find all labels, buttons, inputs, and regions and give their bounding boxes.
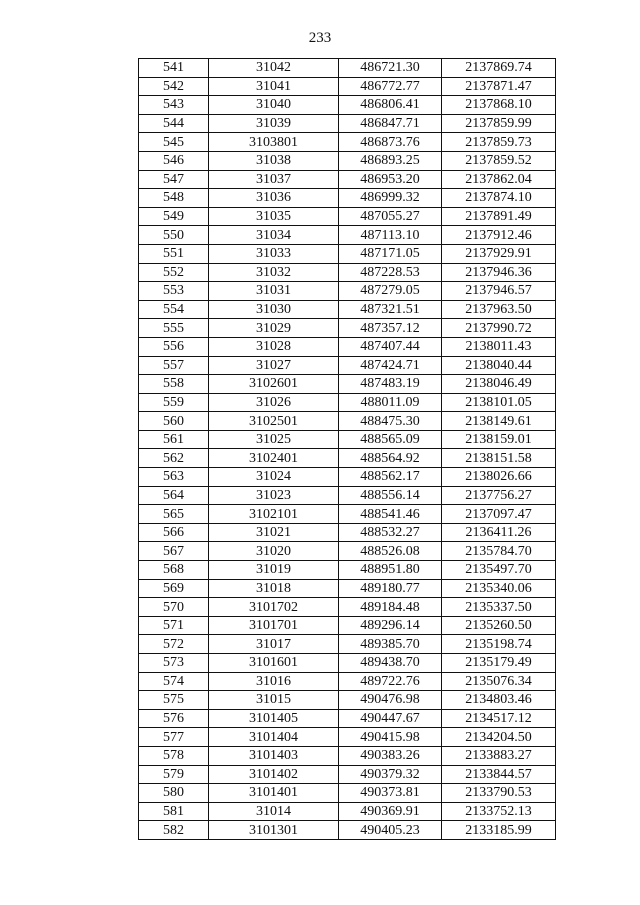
point-id-cell: 3103801: [209, 133, 339, 152]
point-id-cell: 31032: [209, 263, 339, 282]
table-row: [139, 114, 556, 133]
row-number-cell: 557: [139, 356, 209, 375]
x-coordinate-cell: 490447.67: [339, 709, 442, 728]
point-id-cell: 31026: [209, 393, 339, 412]
y-coordinate-cell: 2137946.36: [442, 263, 556, 282]
row-number-cell: 562: [139, 449, 209, 468]
x-coordinate-cell: 488011.09: [339, 393, 442, 412]
row-number-cell: 555: [139, 319, 209, 338]
y-coordinate-cell: 2135179.49: [442, 654, 556, 673]
x-coordinate-cell: 488556.14: [339, 486, 442, 505]
row-number-cell: 570: [139, 598, 209, 617]
table-row: [139, 691, 556, 710]
y-coordinate-cell: 2134204.50: [442, 728, 556, 747]
row-number-cell: 565: [139, 505, 209, 524]
row-number-cell: 541: [139, 59, 209, 78]
x-coordinate-cell: 488475.30: [339, 412, 442, 431]
table-row: [139, 728, 556, 747]
x-coordinate-cell: 489180.77: [339, 579, 442, 598]
x-coordinate-cell: 489722.76: [339, 672, 442, 691]
x-coordinate-cell: 486873.76: [339, 133, 442, 152]
x-coordinate-cell: 489184.48: [339, 598, 442, 617]
point-id-cell: 3101401: [209, 784, 339, 803]
point-id-cell: 31042: [209, 59, 339, 78]
y-coordinate-cell: 2138149.61: [442, 412, 556, 431]
table-row: [139, 505, 556, 524]
row-number-cell: 575: [139, 691, 209, 710]
row-number-cell: 560: [139, 412, 209, 431]
y-coordinate-cell: 2135497.70: [442, 561, 556, 580]
x-coordinate-cell: 486847.71: [339, 114, 442, 133]
point-id-cell: 31021: [209, 523, 339, 542]
y-coordinate-cell: 2135198.74: [442, 635, 556, 654]
table-row: [139, 356, 556, 375]
y-coordinate-cell: 2138159.01: [442, 430, 556, 449]
point-id-cell: 31017: [209, 635, 339, 654]
x-coordinate-cell: 490369.91: [339, 802, 442, 821]
x-coordinate-cell: 487279.05: [339, 282, 442, 301]
table-row: [139, 375, 556, 394]
y-coordinate-cell: 2137862.04: [442, 170, 556, 189]
x-coordinate-cell: 486721.30: [339, 59, 442, 78]
table-row: [139, 96, 556, 115]
table-row: [139, 244, 556, 263]
y-coordinate-cell: 2137859.99: [442, 114, 556, 133]
row-number-cell: 576: [139, 709, 209, 728]
point-id-cell: 31023: [209, 486, 339, 505]
y-coordinate-cell: 2137891.49: [442, 207, 556, 226]
point-id-cell: 3101701: [209, 616, 339, 635]
point-id-cell: 31035: [209, 207, 339, 226]
x-coordinate-cell: 489296.14: [339, 616, 442, 635]
point-id-cell: 31034: [209, 226, 339, 245]
y-coordinate-cell: 2134517.12: [442, 709, 556, 728]
y-coordinate-cell: 2135260.50: [442, 616, 556, 635]
point-id-cell: 31014: [209, 802, 339, 821]
table-row: [139, 635, 556, 654]
table-row: [139, 337, 556, 356]
point-id-cell: 31038: [209, 151, 339, 170]
table-row: [139, 282, 556, 301]
point-id-cell: 31031: [209, 282, 339, 301]
row-number-cell: 549: [139, 207, 209, 226]
y-coordinate-cell: 2137097.47: [442, 505, 556, 524]
table-row: [139, 765, 556, 784]
point-id-cell: 3101702: [209, 598, 339, 617]
table-row: [139, 226, 556, 245]
y-coordinate-cell: 2137929.91: [442, 244, 556, 263]
table-row: [139, 319, 556, 338]
x-coordinate-cell: 487171.05: [339, 244, 442, 263]
point-id-cell: 31025: [209, 430, 339, 449]
row-number-cell: 580: [139, 784, 209, 803]
table-row: [139, 579, 556, 598]
y-coordinate-cell: 2137859.73: [442, 133, 556, 152]
table-row: [139, 523, 556, 542]
x-coordinate-cell: 490405.23: [339, 821, 442, 840]
point-id-cell: 31041: [209, 77, 339, 96]
page-number: 233: [308, 30, 332, 46]
row-number-cell: 566: [139, 523, 209, 542]
y-coordinate-cell: 2133844.57: [442, 765, 556, 784]
table-row: [139, 654, 556, 673]
point-id-cell: 31015: [209, 691, 339, 710]
x-coordinate-cell: 487055.27: [339, 207, 442, 226]
table-row: [139, 207, 556, 226]
y-coordinate-cell: 2138026.66: [442, 468, 556, 487]
point-id-cell: 31016: [209, 672, 339, 691]
point-id-cell: 31040: [209, 96, 339, 115]
x-coordinate-cell: 490373.81: [339, 784, 442, 803]
point-id-cell: 3102501: [209, 412, 339, 431]
row-number-cell: 579: [139, 765, 209, 784]
row-number-cell: 581: [139, 802, 209, 821]
point-id-cell: 31039: [209, 114, 339, 133]
point-id-cell: 31027: [209, 356, 339, 375]
x-coordinate-cell: 488564.92: [339, 449, 442, 468]
x-coordinate-cell: 487113.10: [339, 226, 442, 245]
table-row: [139, 412, 556, 431]
row-number-cell: 542: [139, 77, 209, 96]
point-id-cell: 3101405: [209, 709, 339, 728]
row-number-cell: 568: [139, 561, 209, 580]
y-coordinate-cell: 2137963.50: [442, 300, 556, 319]
row-number-cell: 554: [139, 300, 209, 319]
x-coordinate-cell: 486999.32: [339, 189, 442, 208]
y-coordinate-cell: 2138151.58: [442, 449, 556, 468]
point-id-cell: 3101601: [209, 654, 339, 673]
row-number-cell: 553: [139, 282, 209, 301]
table-row: [139, 486, 556, 505]
row-number-cell: 547: [139, 170, 209, 189]
y-coordinate-cell: 2134803.46: [442, 691, 556, 710]
table-row: [139, 561, 556, 580]
point-id-cell: 31036: [209, 189, 339, 208]
table-row: [139, 59, 556, 78]
x-coordinate-cell: 490476.98: [339, 691, 442, 710]
table-row: [139, 449, 556, 468]
table-row: [139, 133, 556, 152]
x-coordinate-cell: 490383.26: [339, 746, 442, 765]
y-coordinate-cell: 2133752.13: [442, 802, 556, 821]
y-coordinate-cell: 2137874.10: [442, 189, 556, 208]
y-coordinate-cell: 2133790.53: [442, 784, 556, 803]
row-number-cell: 571: [139, 616, 209, 635]
table-row: [139, 709, 556, 728]
point-id-cell: 3102601: [209, 375, 339, 394]
x-coordinate-cell: 487357.12: [339, 319, 442, 338]
y-coordinate-cell: 2135340.06: [442, 579, 556, 598]
y-coordinate-cell: 2137756.27: [442, 486, 556, 505]
y-coordinate-cell: 2137912.46: [442, 226, 556, 245]
y-coordinate-cell: 2138101.05: [442, 393, 556, 412]
row-number-cell: 564: [139, 486, 209, 505]
y-coordinate-cell: 2137859.52: [442, 151, 556, 170]
table-row: [139, 784, 556, 803]
row-number-cell: 546: [139, 151, 209, 170]
x-coordinate-cell: 488562.17: [339, 468, 442, 487]
table-row: [139, 468, 556, 487]
row-number-cell: 567: [139, 542, 209, 561]
y-coordinate-cell: 2137871.47: [442, 77, 556, 96]
row-number-cell: 574: [139, 672, 209, 691]
x-coordinate-cell: 487321.51: [339, 300, 442, 319]
row-number-cell: 563: [139, 468, 209, 487]
row-number-cell: 556: [139, 337, 209, 356]
row-number-cell: 552: [139, 263, 209, 282]
y-coordinate-cell: 2133185.99: [442, 821, 556, 840]
point-id-cell: 31018: [209, 579, 339, 598]
x-coordinate-cell: 487228.53: [339, 263, 442, 282]
table-row: [139, 746, 556, 765]
table-row: [139, 430, 556, 449]
x-coordinate-cell: 486772.77: [339, 77, 442, 96]
row-number-cell: 582: [139, 821, 209, 840]
y-coordinate-cell: 2137869.74: [442, 59, 556, 78]
point-id-cell: 3101402: [209, 765, 339, 784]
x-coordinate-cell: 487407.44: [339, 337, 442, 356]
x-coordinate-cell: 488951.80: [339, 561, 442, 580]
table-row: [139, 821, 556, 840]
row-number-cell: 577: [139, 728, 209, 747]
table-row: [139, 151, 556, 170]
row-number-cell: 544: [139, 114, 209, 133]
table-row: [139, 542, 556, 561]
point-id-cell: 3101403: [209, 746, 339, 765]
table-row: [139, 802, 556, 821]
row-number-cell: 551: [139, 244, 209, 263]
point-id-cell: 31019: [209, 561, 339, 580]
row-number-cell: 573: [139, 654, 209, 673]
point-id-cell: 31037: [209, 170, 339, 189]
table-row: [139, 300, 556, 319]
y-coordinate-cell: 2135337.50: [442, 598, 556, 617]
x-coordinate-cell: 488532.27: [339, 523, 442, 542]
x-coordinate-cell: 489438.70: [339, 654, 442, 673]
table-row: [139, 170, 556, 189]
y-coordinate-cell: 2137990.72: [442, 319, 556, 338]
y-coordinate-cell: 2138040.44: [442, 356, 556, 375]
point-id-cell: 31024: [209, 468, 339, 487]
table-row: [139, 616, 556, 635]
x-coordinate-cell: 490379.32: [339, 765, 442, 784]
table-row: [139, 598, 556, 617]
point-id-cell: 3101404: [209, 728, 339, 747]
point-id-cell: 3101301: [209, 821, 339, 840]
point-id-cell: 31020: [209, 542, 339, 561]
coordinates-table: [138, 58, 556, 840]
y-coordinate-cell: 2137946.57: [442, 282, 556, 301]
x-coordinate-cell: 490415.98: [339, 728, 442, 747]
table-row: [139, 672, 556, 691]
y-coordinate-cell: 2135784.70: [442, 542, 556, 561]
table-row: [139, 393, 556, 412]
y-coordinate-cell: 2135076.34: [442, 672, 556, 691]
point-id-cell: 3102101: [209, 505, 339, 524]
y-coordinate-cell: 2138011.43: [442, 337, 556, 356]
coordinates-table-body: [139, 59, 556, 840]
row-number-cell: 548: [139, 189, 209, 208]
x-coordinate-cell: 489385.70: [339, 635, 442, 654]
row-number-cell: 545: [139, 133, 209, 152]
y-coordinate-cell: 2138046.49: [442, 375, 556, 394]
table-row: [139, 77, 556, 96]
point-id-cell: 31029: [209, 319, 339, 338]
row-number-cell: 543: [139, 96, 209, 115]
point-id-cell: 31033: [209, 244, 339, 263]
x-coordinate-cell: 486893.25: [339, 151, 442, 170]
point-id-cell: 31030: [209, 300, 339, 319]
row-number-cell: 561: [139, 430, 209, 449]
row-number-cell: 558: [139, 375, 209, 394]
y-coordinate-cell: 2136411.26: [442, 523, 556, 542]
x-coordinate-cell: 488526.08: [339, 542, 442, 561]
x-coordinate-cell: 488541.46: [339, 505, 442, 524]
x-coordinate-cell: 486806.41: [339, 96, 442, 115]
y-coordinate-cell: 2137868.10: [442, 96, 556, 115]
y-coordinate-cell: 2133883.27: [442, 746, 556, 765]
row-number-cell: 572: [139, 635, 209, 654]
x-coordinate-cell: 488565.09: [339, 430, 442, 449]
table-row: [139, 263, 556, 282]
row-number-cell: 569: [139, 579, 209, 598]
row-number-cell: 578: [139, 746, 209, 765]
row-number-cell: 550: [139, 226, 209, 245]
point-id-cell: 31028: [209, 337, 339, 356]
x-coordinate-cell: 487424.71: [339, 356, 442, 375]
point-id-cell: 3102401: [209, 449, 339, 468]
x-coordinate-cell: 487483.19: [339, 375, 442, 394]
x-coordinate-cell: 486953.20: [339, 170, 442, 189]
table-row: [139, 189, 556, 208]
row-number-cell: 559: [139, 393, 209, 412]
